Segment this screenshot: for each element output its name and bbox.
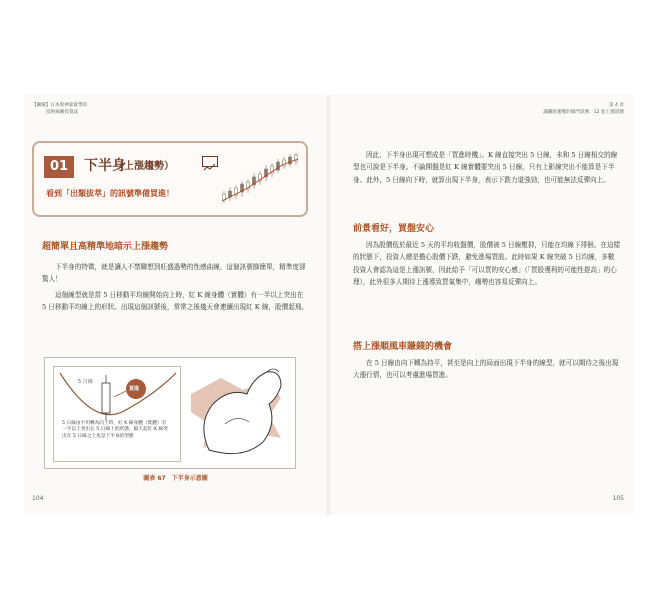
section-heading: 前景看好，買盤安心 (353, 224, 435, 234)
figure-chart-panel (53, 366, 181, 462)
book-spread (24, 95, 634, 515)
section-number-badge: 01 (44, 156, 74, 178)
buy-signal-label: 買進 (129, 386, 140, 392)
lower-body-diagram (54, 367, 180, 461)
section-title: 下半身 (84, 158, 126, 174)
figure-67 (44, 357, 296, 469)
section-subtitle: （上漲趨勢） (114, 161, 174, 172)
page-number: 104 (32, 495, 44, 502)
section-heading: 搭上漲順風車賺錢的機會 (353, 342, 453, 352)
right-body-text (353, 357, 621, 382)
page-number: 105 (612, 495, 624, 502)
paragraph: 在 5 日線由向下轉為持平，甚至是向上的局面出現下半身的線型，就可以期待之後出現大漲行情，也可以考慮進場買進。 (353, 359, 619, 380)
trend-chart-icon (202, 156, 218, 167)
flexed-arm-illustration (185, 364, 295, 464)
candlestick-decoration (220, 151, 304, 209)
chapter-title-box (32, 141, 308, 217)
right-intro-text (353, 149, 621, 186)
chapter-label: 第 4 章 (608, 103, 624, 108)
paragraph: 因為股價低於最近 5 天的平均收盤價，股價被 5 日線壓抑，只能在均線下徘徊。在這樣的狀態下，投資人總是擔心股價下跌，避免進場買股。此時如果 K 線突破 5 日均線，多數投資人會認為這是上漲訊號，因此給予「可以買的安心感」（「買股獲利的可能性提高」的心理），此外很多人期待上漲導致買氣集中，趨勢也容易反彈向上。 (353, 241, 621, 287)
right-page (331, 95, 634, 515)
right-body-text (353, 239, 621, 289)
paragraph: 這個線型就是當 5 日移動平均線開始向上時，紅 K 線身體（實體）有一半以上突出在 5 日移動平均線上的形狀。出現這個訊號後，常常之後幾天會連續出現紅 K 線，股價起飛。 (42, 290, 308, 312)
section-tagline: 看到「出類拔萃」的訊號準備買進！ (46, 189, 174, 198)
paragraph: 下半身的特徵，就是讓人不禁聯想到旺盛過勢的性感曲線，這個訊號篩簡單，精準度卻驚人！ (42, 263, 306, 284)
running-head-right (543, 103, 624, 116)
figure-note: 5 日線由平坦轉為向上時，紅 K 線身體（實體）有一半以上突出在 5 日線上的狀態，隔天起紅 K 線突出在 5 日線之上也是下半身的型態 (62, 421, 168, 439)
ma-line-label: 5 日線 (78, 379, 93, 385)
figure-caption: 圖表 67 下半身示意圖 (143, 475, 208, 482)
section-heading: 超簡單且高精準地暗示上漲趨勢 (42, 242, 169, 252)
chapter-title: 讓飆股漲勢的爆門訊號：12 套上漲訊號 (543, 109, 624, 115)
left-page (24, 95, 327, 515)
running-head-line: 技術線圖投資法 (46, 109, 79, 115)
running-head-line: 【圖解】日本股神靠量學的 (32, 103, 88, 108)
paragraph: 因此，下半身出現可想成是「買進時機」。K 線直接突出 5 日線，未和 5 日線相交的線型也可說是下半身。不論開盤是紅 K 線實體要突出 5 日線，只有上影線突出不能算是下半身。此外，5 日線向下時，就算出現下半身，表示下跌力道強勁，也可能無法反彈向上。 (353, 151, 618, 184)
left-body-text (42, 261, 308, 314)
running-head-left (32, 103, 87, 116)
